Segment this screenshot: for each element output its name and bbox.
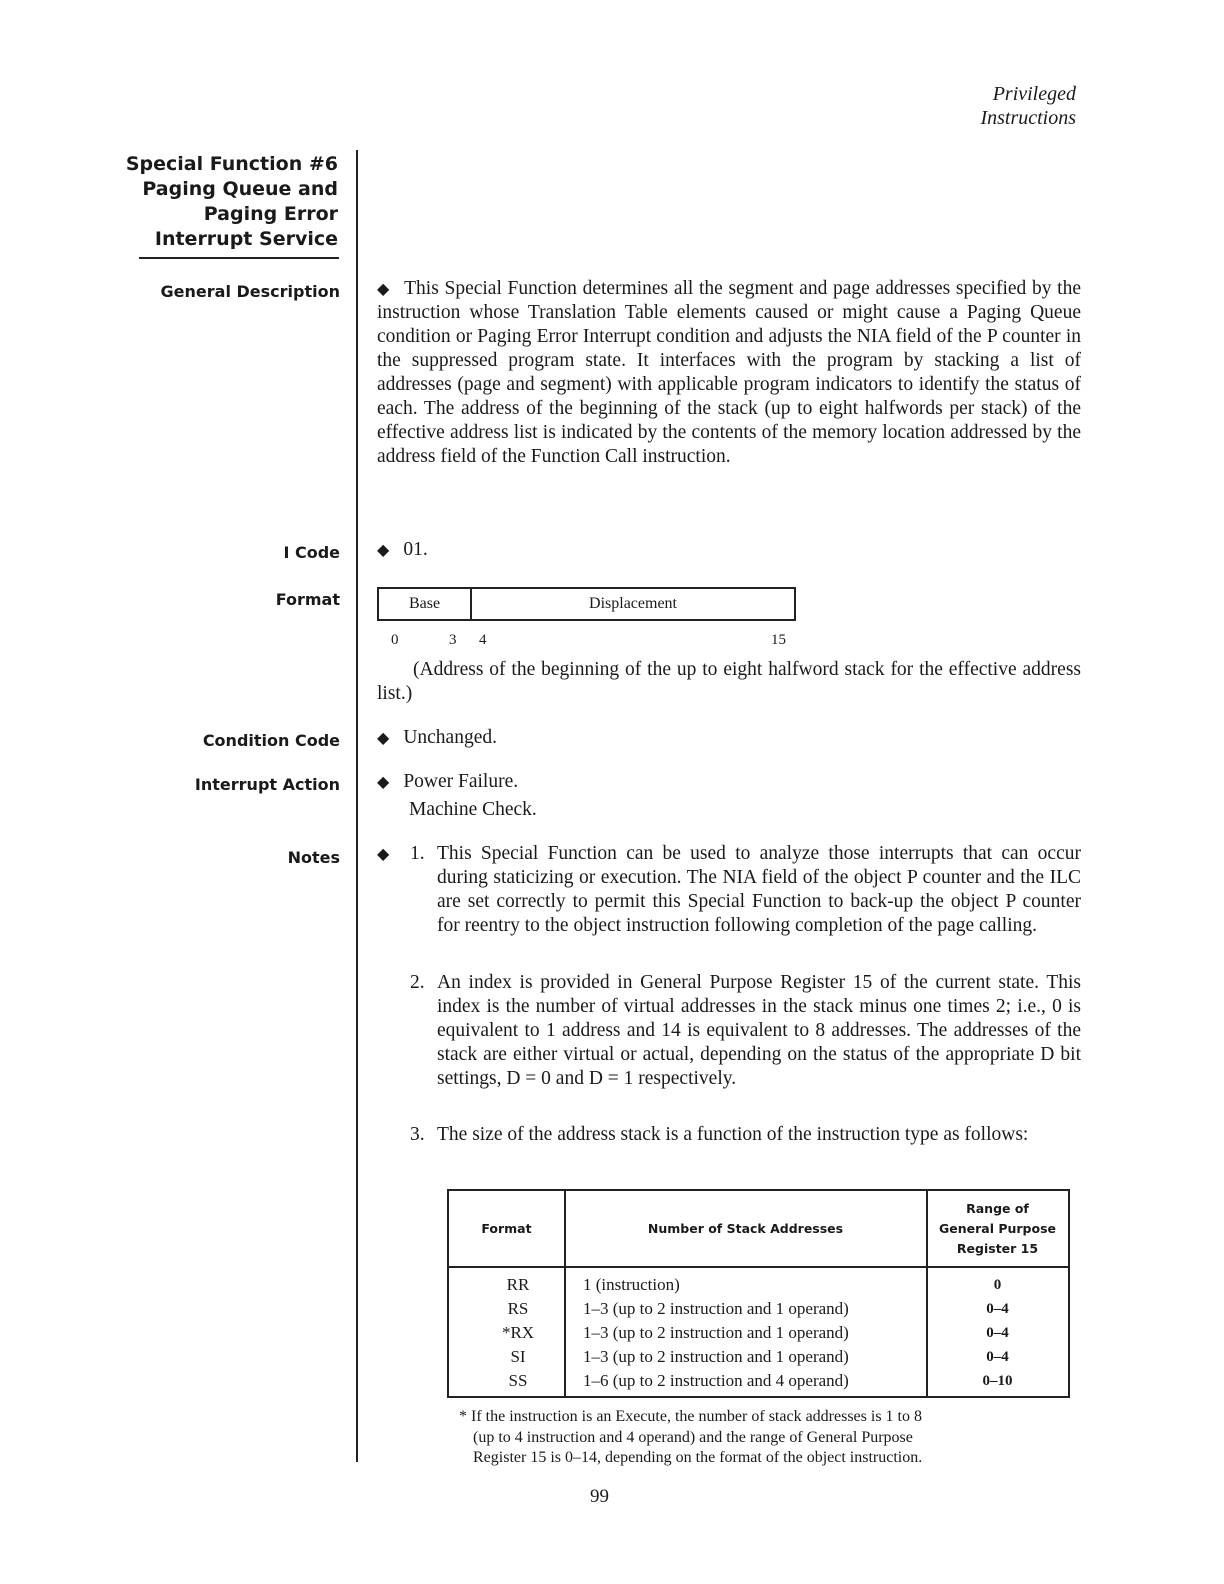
note-number: 3. <box>410 1124 425 1145</box>
i-code <box>377 538 1081 562</box>
label-format: Format <box>275 590 340 609</box>
bit-number: 15 <box>771 632 786 648</box>
note-number: 1. <box>410 843 425 864</box>
footnote-line2: (up to 4 instruction and 4 operand) and the range of General Purpose <box>473 1428 913 1446</box>
format-caption: (Address of the beginning of the up to eight halfword stack for the effective address list.) <box>377 659 1081 704</box>
header-range-line3: Register 15 <box>956 1240 1039 1256</box>
bullet-diamond-icon: ◆ <box>377 540 390 559</box>
header-range-line2: General Purpose <box>938 1220 1057 1236</box>
stack-size-table <box>447 1189 1070 1398</box>
label-interrupt-action: Interrupt Action <box>194 775 340 794</box>
table-cell: RS <box>507 1299 529 1318</box>
bullet-diamond-icon: ◆ <box>377 772 390 791</box>
format-field-base: Base <box>379 589 472 619</box>
title-line2: Paging Queue and <box>142 178 338 200</box>
table-cell: 0–10 <box>982 1373 1013 1389</box>
interrupt-action <box>377 770 1081 794</box>
header-number: Number of Stack Addresses <box>647 1220 844 1236</box>
running-head-line2: Instructions <box>980 107 1076 129</box>
notes-bullet <box>377 842 403 866</box>
table-cell: 1–3 (up to 2 instruction and 1 operand) <box>583 1323 849 1342</box>
table-cell: SS <box>508 1371 528 1390</box>
margin-divider <box>356 150 358 1462</box>
bullet-diamond-icon: ◆ <box>377 279 391 298</box>
table-cell: 0–4 <box>986 1349 1009 1365</box>
running-head <box>980 82 1076 130</box>
table-cell: SI <box>510 1347 526 1366</box>
table-footnote <box>459 1407 1049 1469</box>
table-cell: 0–4 <box>986 1325 1009 1341</box>
footnote-line1: * If the instruction is an Execute, the number of stack addresses is 1 to 8 <box>459 1408 922 1425</box>
header-format: Format <box>481 1220 532 1236</box>
bullet-diamond-icon: ◆ <box>377 844 390 863</box>
title-line3: Paging Error <box>203 203 338 225</box>
title-underline <box>139 257 339 259</box>
title-line4: Interrupt Service <box>154 228 338 250</box>
note-text: An index is provided in General Purpose Register 15 of the current state. This index is the number of virtual addresses in the stack minus one times 2; i.e., 0 is equivalent to 1 address and 14 is equivalent to 8 addresses. The addresses of the stack are either virtual or actual, depending on the status of the appropriate D bit settings, D = 0 and D = 1 respectively. <box>437 972 1081 1089</box>
range-column <box>927 1273 1068 1393</box>
table-cell: 1 (instruction) <box>583 1275 680 1294</box>
bullet-diamond-icon: ◆ <box>377 728 390 747</box>
header-range-line1: Range of <box>966 1200 1029 1216</box>
table-cell: *RX <box>501 1323 535 1342</box>
footnote-line3: Register 15 is 0–14, depending on the format of the object instruction. <box>473 1449 923 1466</box>
table-cell: 0 <box>993 1277 1002 1293</box>
condition-code-value: Unchanged. <box>403 727 497 748</box>
interrupt-action-line2: Machine Check. <box>409 799 537 820</box>
condition-code <box>377 726 1081 750</box>
bit-number: 4 <box>479 632 487 648</box>
note-text: This Special Function can be used to analyze those interrupts that can occur during staticizing or execution. The NIA field of the object P counter and the ILC are set correctly to permit this Special Function to back-up the object P counter for reentry to the object instruction following completion of the page calling. <box>437 843 1081 936</box>
table-cell: 0–4 <box>986 1301 1009 1317</box>
general-description <box>377 277 1081 469</box>
section-title <box>126 152 338 252</box>
table-cell: 1–6 (up to 2 instruction and 4 operand) <box>583 1371 849 1390</box>
note-text: The size of the address stack is a function of the instruction type as follows: <box>437 1124 1029 1145</box>
label-general-description: General Description <box>160 282 340 301</box>
table-cell: 1–3 (up to 2 instruction and 1 operand) <box>583 1347 849 1366</box>
header-range <box>927 1191 1068 1266</box>
format-diagram <box>377 587 796 621</box>
note-number: 2. <box>410 972 425 993</box>
label-i-code: I Code <box>283 543 340 562</box>
format-column <box>449 1273 587 1393</box>
i-code-value: 01. <box>403 539 428 560</box>
label-notes: Notes <box>287 848 340 867</box>
bit-number: 3 <box>449 632 457 648</box>
format-field-displacement: Displacement <box>589 595 677 612</box>
number-column <box>583 1273 919 1393</box>
bit-number: 0 <box>391 632 399 648</box>
title-line1: Special Function #6 <box>125 153 338 175</box>
page-number: 99 <box>590 1486 609 1507</box>
table-cell: RR <box>506 1275 530 1294</box>
label-condition-code: Condition Code <box>202 731 340 750</box>
running-head-line1: Privileged <box>992 83 1076 105</box>
general-description-text: This Special Function determines all the segment and page addresses specified by the instruction whose Translation Table elements caused or might cause a Paging Queue condition or Paging Error Interrupt condition and adjusts the NIA field of the P counter in the suppressed program state. It interfaces with the program by stacking a list of addresses (page and segment) with applicable program indicators to identify the status of each. The address of the beginning of the stack (up to eight halfwords per stack) of the effective address list is indicated by the contents of the memory location addressed by the address field of the Function Call instruction. <box>377 278 1081 467</box>
table-header-rule <box>449 1266 1068 1268</box>
table-cell: 1–3 (up to 2 instruction and 1 operand) <box>583 1299 849 1318</box>
interrupt-action-line1: Power Failure. <box>403 771 519 792</box>
